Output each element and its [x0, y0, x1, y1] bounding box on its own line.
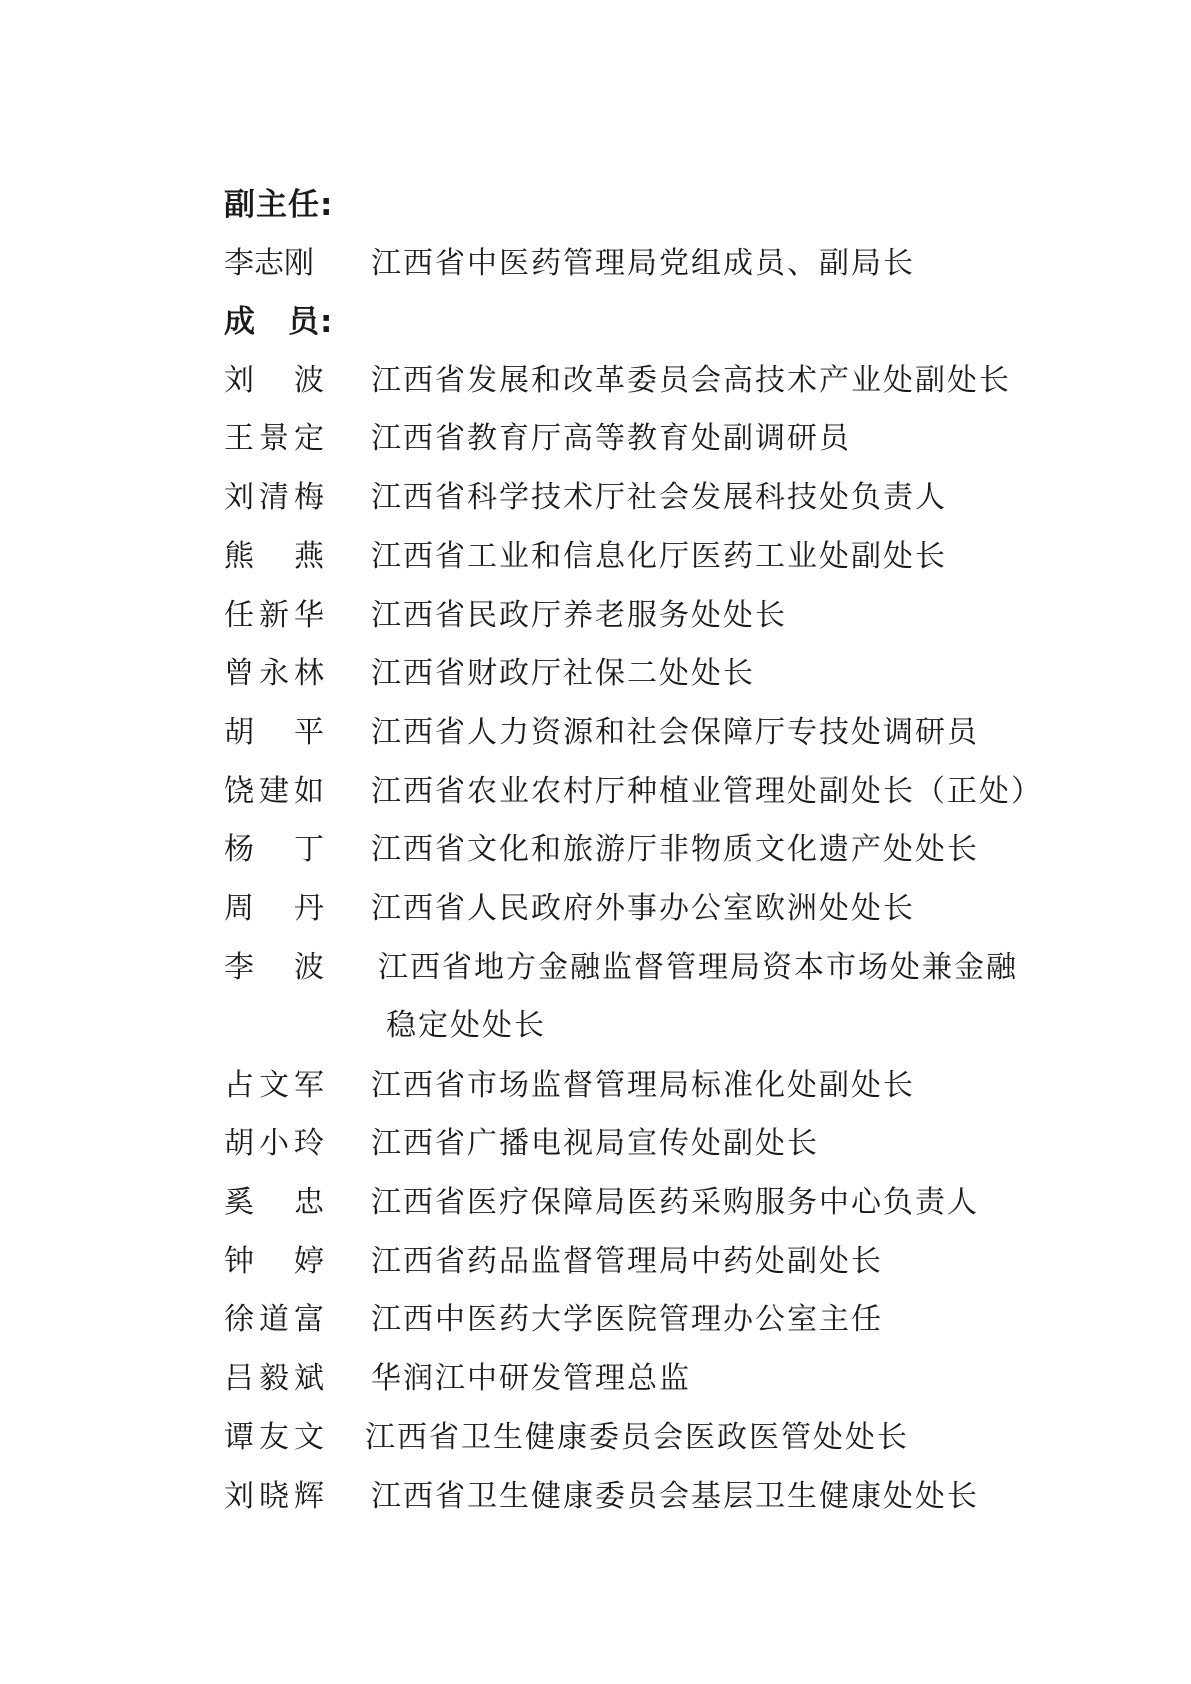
member-title: 江西中医药大学医院管理办公室主任 [371, 1302, 883, 1337]
member-row [224, 948, 1044, 1068]
member-title: 江西省人力资源和社会保障厅专技处调研员 [371, 715, 979, 750]
member-title: 江西省医疗保障局医药采购服务中心负责人 [371, 1185, 979, 1220]
member-name: 谭 友 文 [224, 1420, 324, 1455]
member-name: 钟 婷 [224, 1244, 324, 1279]
member-name: 李志刚 [224, 246, 314, 281]
member-name: 王 景 定 [224, 421, 324, 456]
member-name: 刘 清 梅 [224, 480, 324, 515]
member-title: 江西省科学技术厅社会发展科技处负责人 [371, 480, 947, 515]
member-name: 胡 小 玲 [224, 1126, 324, 1161]
member-title: 江西省财政厅社保二处处长 [371, 656, 755, 691]
member-title: 江西省中医药管理局党组成员、副局长 [371, 246, 915, 281]
member-title: 江西省发展和改革委员会高技术产业处副处长 [371, 363, 1011, 398]
deputy-director-heading: 副主任: [224, 187, 334, 223]
member-title: 江西省药品监督管理局中药处副处长 [371, 1244, 883, 1279]
member-name: 占 文 军 [224, 1068, 324, 1103]
member-name: 胡 平 [224, 715, 324, 750]
member-name: 刘 晓 辉 [224, 1479, 324, 1514]
member-title-line: 江西省地方金融监督管理局资本市场处兼金融 [378, 950, 1018, 985]
member-title: 江西省民政厅养老服务处处长 [371, 598, 787, 633]
member-title: 江西省工业和信息化厅医药工业处副处长 [371, 539, 947, 574]
member-name: 任 新 华 [224, 598, 324, 633]
member-title-line: 稳定处处长 [386, 1008, 546, 1043]
member-name: 李 波 [224, 950, 324, 985]
member-name: 曾 永 林 [224, 656, 324, 691]
member-title: 江西省文化和旅游厅非物质文化遗产处处长 [371, 832, 979, 867]
member-name: 徐 道 富 [224, 1302, 324, 1337]
member-name: 熊 燕 [224, 539, 324, 574]
member-title: 江西省卫生健康委员会医政医管处处长 [365, 1420, 909, 1455]
member-name: 饶 建 如 [224, 774, 324, 809]
member-title: 江西省市场监督管理局标准化处副处长 [371, 1068, 915, 1103]
member-title: 华润江中研发管理总监 [371, 1361, 691, 1396]
member-title: 江西省农业农村厅种植业管理处副处长（正处） [371, 774, 1043, 809]
member-name: 刘 波 [224, 363, 324, 398]
member-title: 江西省教育厅高等教育处副调研员 [371, 421, 851, 456]
member-name: 杨 丁 [224, 832, 324, 867]
member-name: 吕 毅 斌 [224, 1361, 324, 1396]
member-name: 周 丹 [224, 891, 324, 926]
members-heading: 成 员: [224, 304, 334, 340]
member-title: 江西省卫生健康委员会基层卫生健康处处长 [371, 1479, 979, 1514]
member-title: 江西省人民政府外事办公室欧洲处处长 [371, 891, 915, 926]
member-title: 江西省广播电视局宣传处副处长 [371, 1126, 819, 1161]
member-name: 奚 忠 [224, 1185, 324, 1220]
member-title [378, 948, 1038, 1046]
